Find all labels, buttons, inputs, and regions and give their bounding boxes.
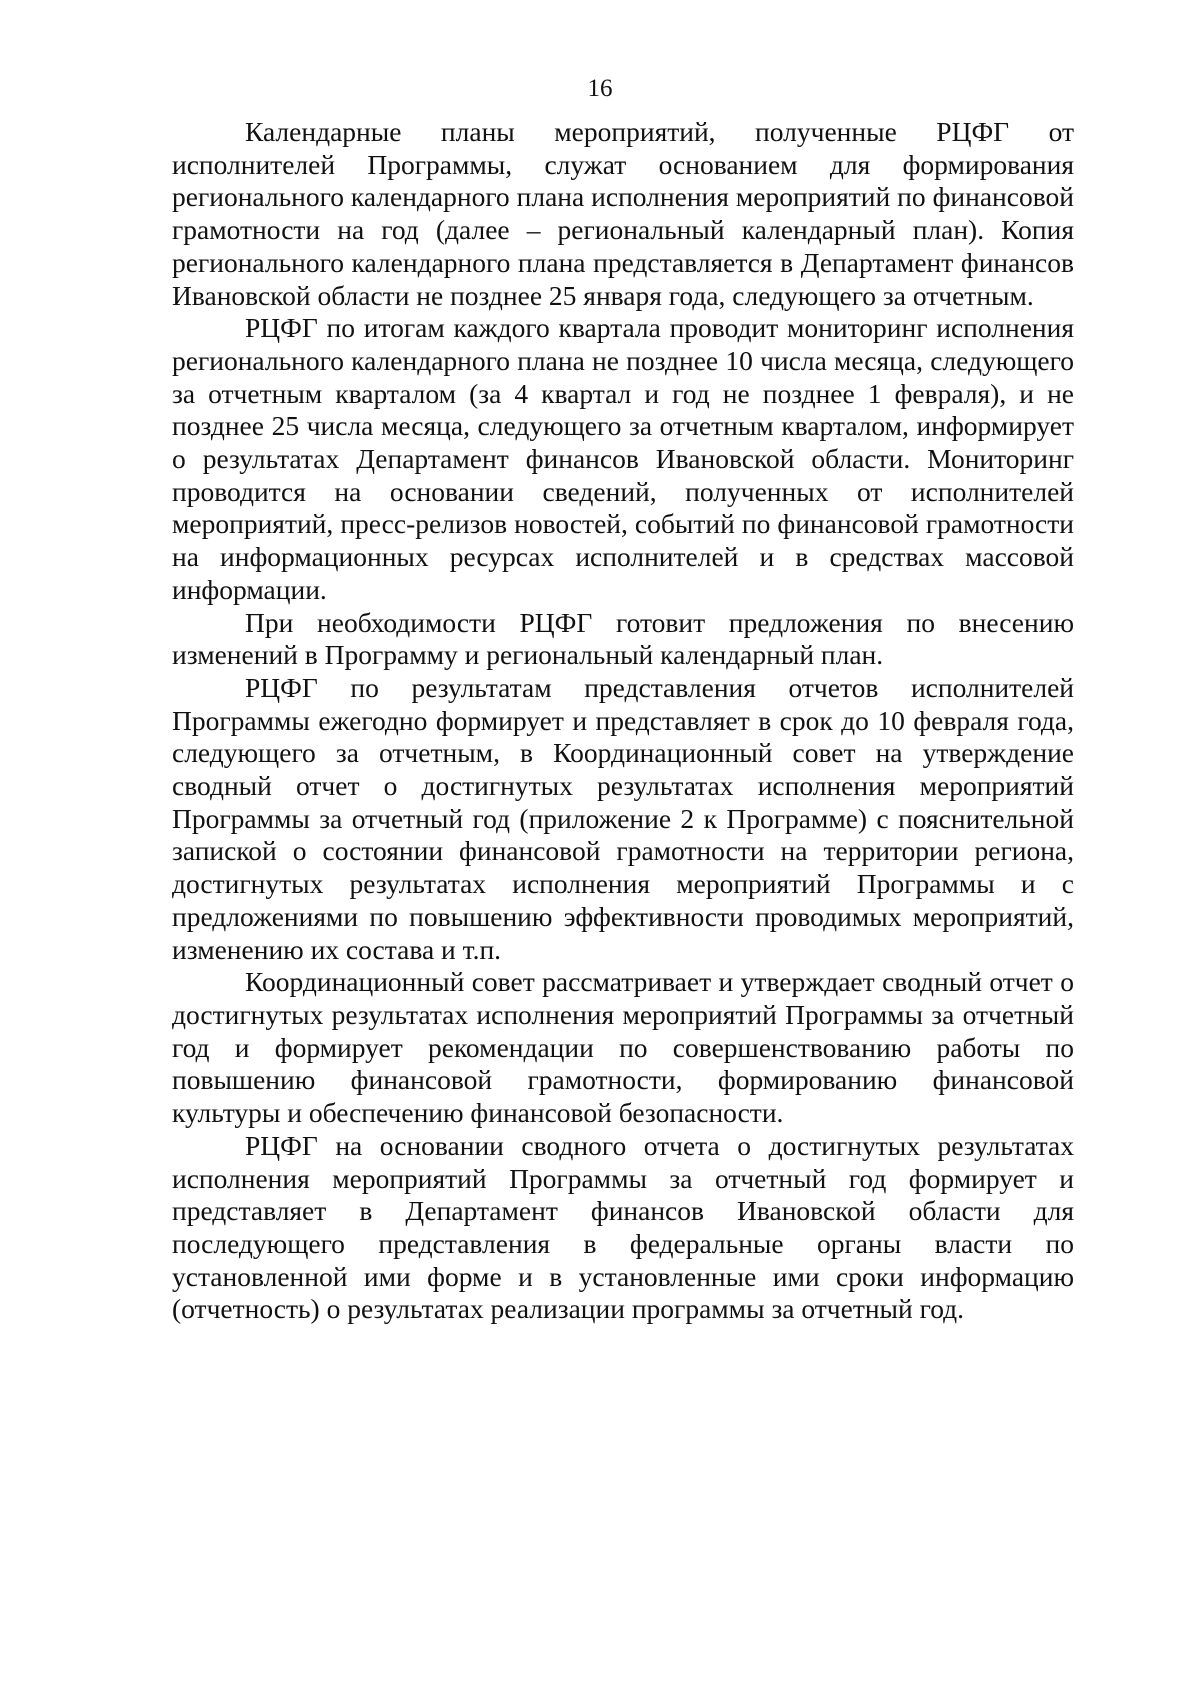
paragraph-federal-reporting: РЦФГ на основании сводного отчета о достигнутых результатах исполнения мероприятий Программы за отчетный год формирует и представляет в Департамент финансов Ивановской области для последующего представления в федеральные органы власти по установленной ими форме и в установленные ими сроки информацию (отчетность) о результатах реализации программы за отчетный год.: [172, 1129, 1074, 1325]
paragraph-calendar-plans: Календарные планы мероприятий, полученные РЦФГ от исполнителей Программы, служат основанием для формирования регионального календарного плана исполнения мероприятий по финансовой грамотности на год (далее – региональный календарный план). Копия регионального календарного плана представляется в Департамент финансов Ивановской области не позднее 25 января года, следующего за отчетным.: [172, 116, 1074, 311]
page-number: 16: [587, 75, 613, 102]
paragraph-council-review: Координационный совет рассматривает и утверждает сводный отчет о достигнутых результатах исполнения мероприятий Программы за отчетный год и формирует рекомендации по совершенствованию работы по повышению финансовой грамотности, формированию финансовой культуры и обеспечению финансовой безопасности.: [172, 966, 1074, 1129]
paragraph-quarterly-monitoring: РЦФГ по итогам каждого квартала проводит мониторинг исполнения регионального календарного плана не позднее 10 числа месяца, следующего за отчетным кварталом (за 4 квартал и год не позднее 1 февраля), и не позднее 25 числа месяца, следующего за отчетным кварталом, информирует о результатах Департамент финансов Ивановской области. Мониторинг проводится на основании сведений, полученных от исполнителей мероприятий, пресс-релизов новостей, событий по финансовой грамотности на информационных ресурсах исполнителей и в средствах массовой информации.: [172, 312, 1074, 605]
paragraph-annual-report: РЦФГ по результатам представления отчетов исполнителей Программы ежегодно формирует и представляет в срок до 10 февраля года, следующего за отчетным, в Координационный совет на утверждение сводный отчет о достигнутых результатах исполнения мероприятий Программы за отчетный год (приложение 2 к Программе) с пояснительной запиской о состоянии финансовой грамотности на территории региона, достигнутых результатах исполнения мероприятий Программы и с предложениями по повышению эффективности проводимых мероприятий, изменению их состава и т.п.: [172, 671, 1074, 965]
document-body: [172, 116, 1074, 1326]
paragraph-program-changes: При необходимости РЦФГ готовит предложения по внесению изменений в Программу и региональный календарный план.: [172, 606, 1074, 671]
